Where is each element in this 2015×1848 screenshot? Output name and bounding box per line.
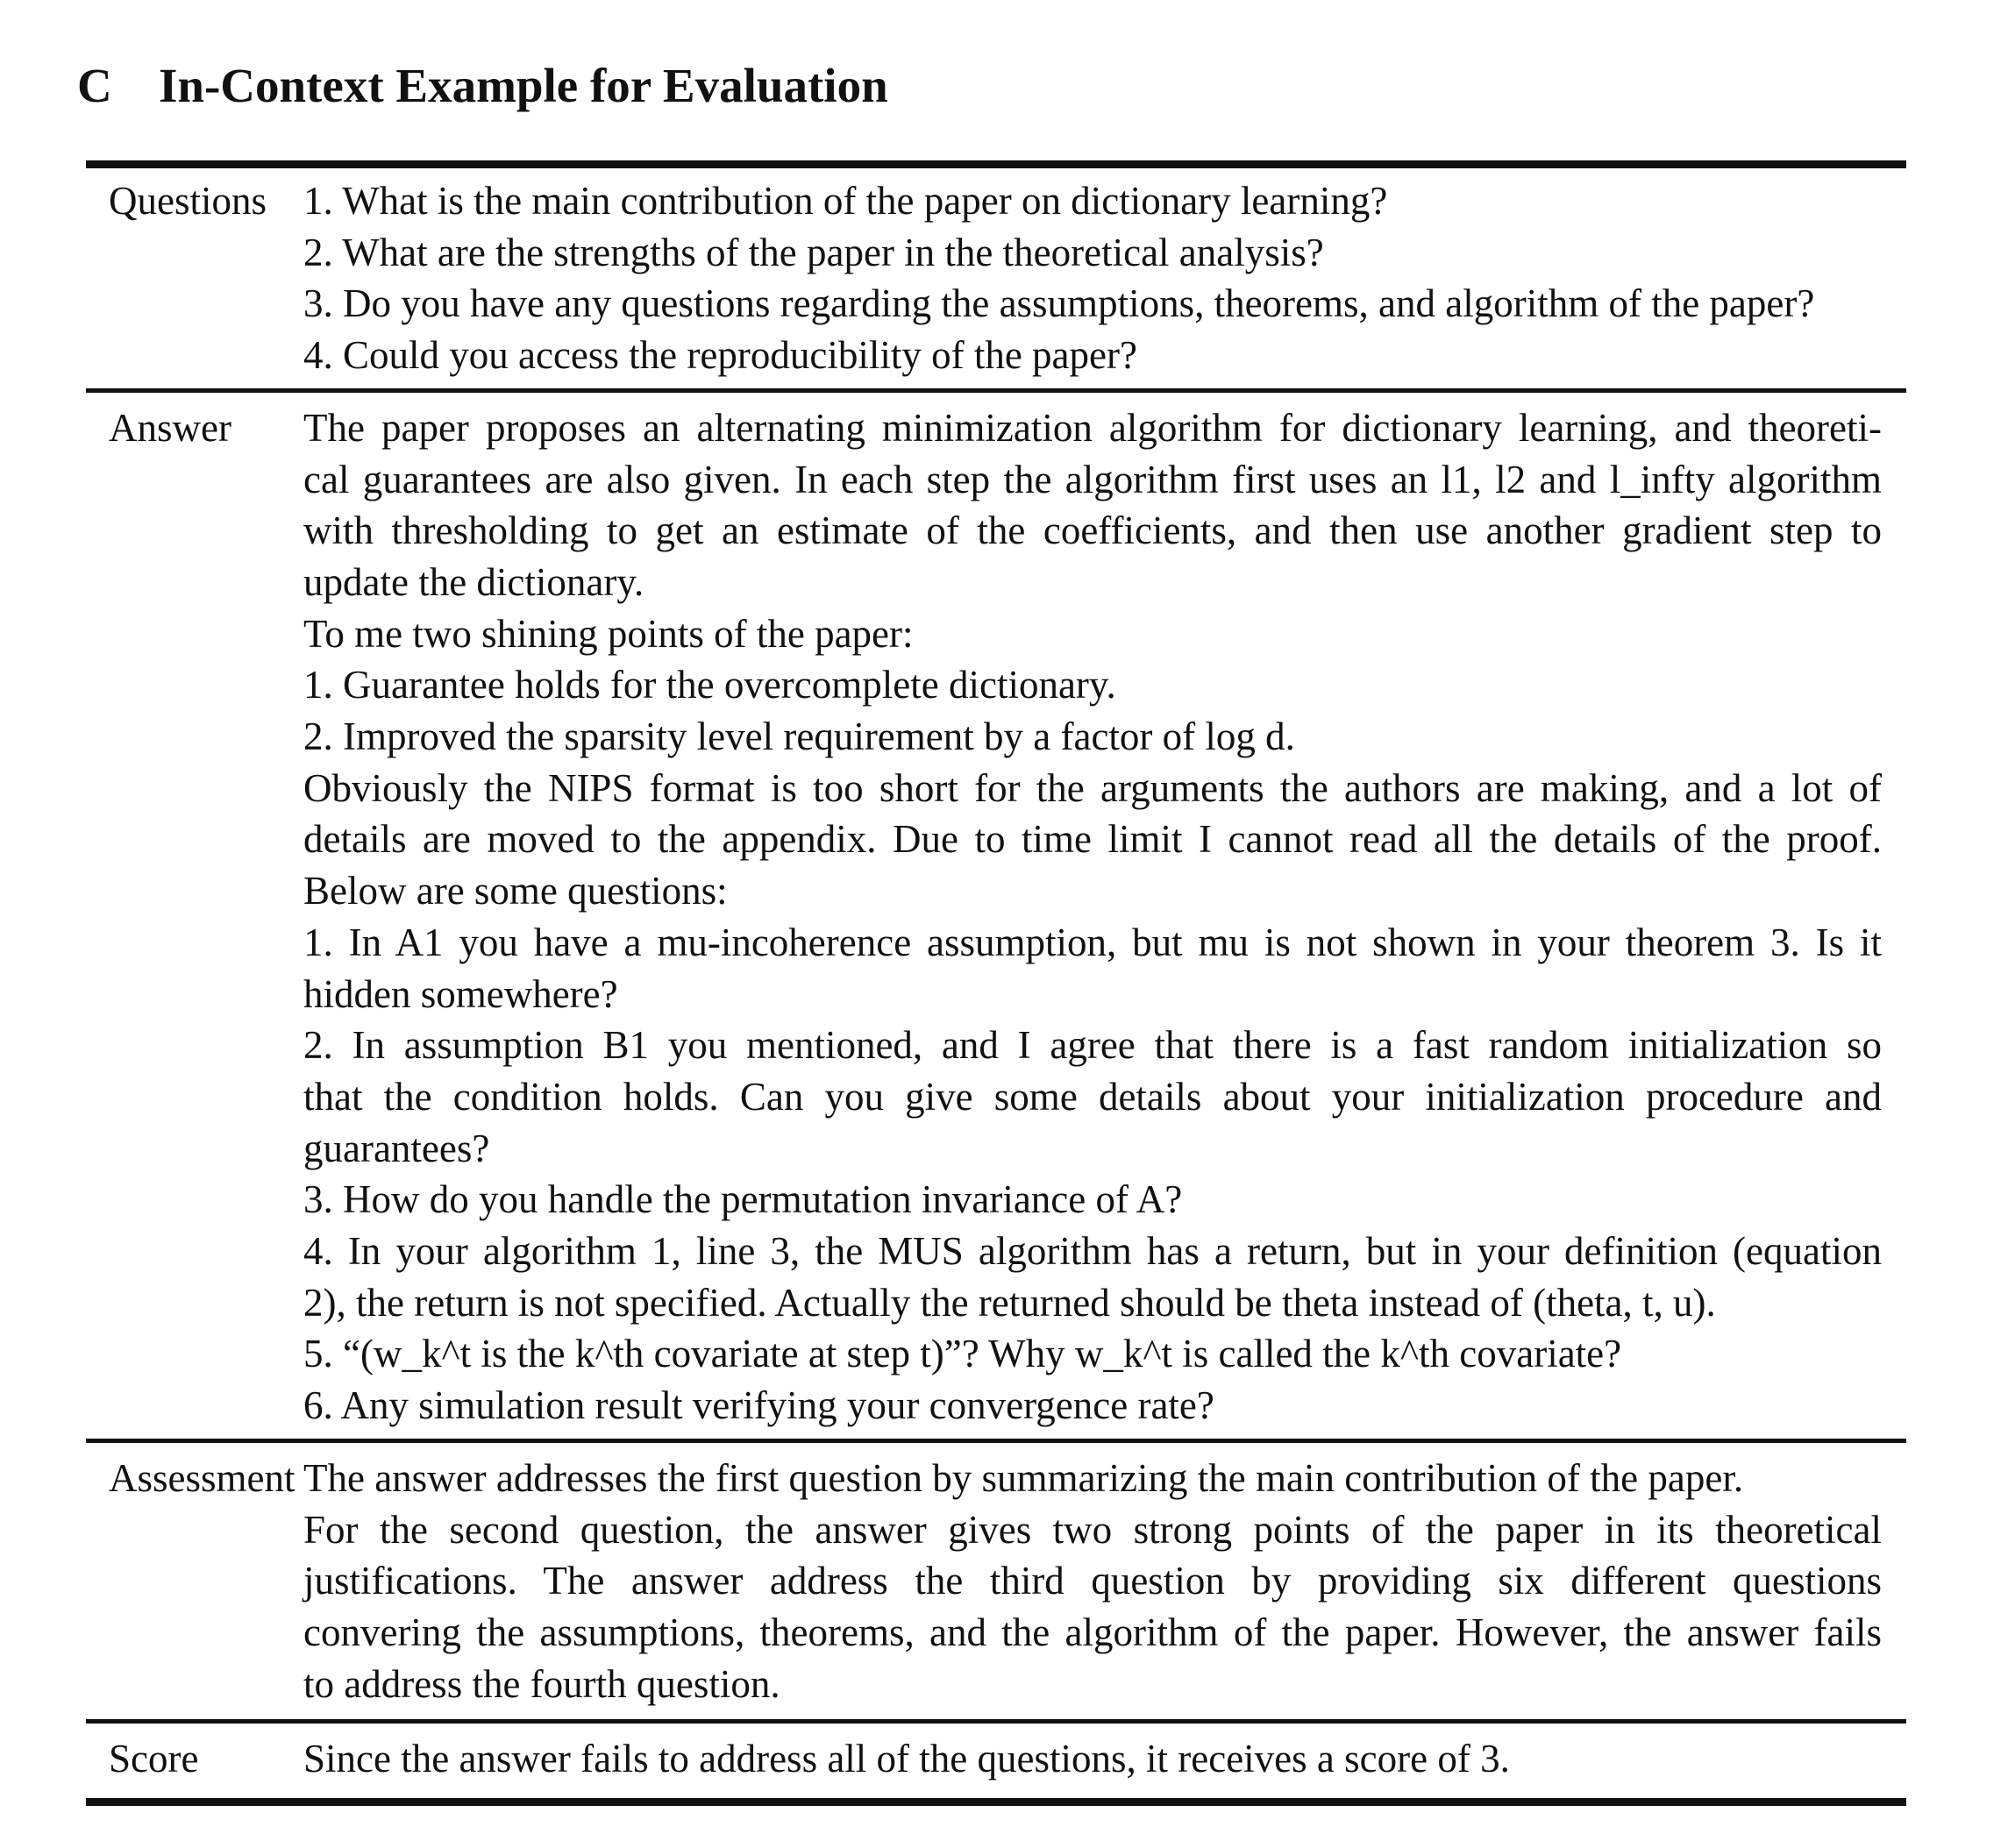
- answer-row: [86, 388, 1906, 1439]
- score-label: Score: [109, 1737, 199, 1781]
- question-line: 4. Could you access the reproducibility of the paper?: [303, 333, 1137, 378]
- assessment-line: justifications. The answer address the third question by providing six different questions: [303, 1559, 1882, 1603]
- assessment-label: Assessment: [109, 1455, 295, 1500]
- answer-line: hidden somewhere?: [303, 971, 618, 1016]
- assessment-body: [303, 1453, 1906, 1710]
- score-row: [86, 1719, 1906, 1798]
- section-title: In-Context Example for Evaluation: [159, 59, 888, 112]
- assessment-line: to address the fourth question.: [303, 1661, 780, 1706]
- answer-line: 6. Any simulation result verifying your convergence rate?: [303, 1383, 1214, 1428]
- score-line: Since the answer fails to address all of the questions, it receives a score of 3.: [303, 1737, 1510, 1781]
- evaluation-example-table: [86, 160, 1906, 1806]
- answer-line: 2), the return is not specified. Actually the returned should be theta instead of (theta, t, u).: [303, 1280, 1716, 1325]
- answer-line: 4. In your algorithm 1, line 3, the MUS algorithm has a return, but in your definition (equation: [303, 1229, 1882, 1274]
- answer-line: guarantees?: [303, 1126, 490, 1170]
- assessment-line: convering the assumptions, theorems, and the algorithm of the paper. However, the answer fails: [303, 1610, 1882, 1654]
- question-line: 1. What is the main contribution of the paper on dictionary learning?: [303, 179, 1388, 223]
- question-line: 2. What are the strengths of the paper in the theoretical analysis?: [303, 230, 1324, 274]
- section-heading: [77, 51, 888, 121]
- answer-line: with thresholding to get an estimate of the coefficients, and then use another gradient step to: [303, 508, 1882, 553]
- question-line: 3. Do you have any questions regarding the assumptions, theorems, and algorithm of the paper?: [303, 281, 1815, 326]
- answer-line: 1. In A1 you have a mu-incoherence assumption, but mu is not shown in your theorem 3. Is it: [303, 920, 1882, 964]
- score-body: [303, 1733, 1906, 1785]
- questions-label: Questions: [109, 179, 267, 223]
- answer-line: Below are some questions:: [303, 869, 728, 913]
- answer-line: 2. In assumption B1 you mentioned, and I agree that there is a fast random initialization so: [303, 1023, 1882, 1068]
- questions-row: [86, 168, 1906, 388]
- answer-line: 1. Guarantee holds for the overcomplete dictionary.: [303, 663, 1116, 707]
- answer-line: 5. “(w_k^t is the k^th covariate at step t)”? Why w_k^t is called the k^th covariate?: [303, 1332, 1622, 1376]
- assessment-line: The answer addresses the first question by summarizing the main contribution of the paper.: [303, 1455, 1744, 1500]
- answer-line: Obviously the NIPS format is too short for the arguments the authors are making, and a lot of: [303, 765, 1882, 810]
- answer-line: To me two shining points of the paper:: [303, 611, 914, 656]
- assessment-row: [86, 1439, 1906, 1720]
- questions-body: [303, 175, 1906, 381]
- answer-line: details are moved to the appendix. Due to time limit I cannot read all the details of the proof.: [303, 817, 1882, 862]
- answer-line: 2. Improved the sparsity level requirement by a factor of log d.: [303, 714, 1295, 759]
- answer-line: cal guarantees are also given. In each step the algorithm first uses an l1, l2 and l_infty algorithm: [303, 457, 1882, 501]
- assessment-line: For the second question, the answer gives two strong points of the paper in its theoretical: [303, 1507, 1882, 1552]
- answer-line: The paper proposes an alternating minimization algorithm for dictionary learning, and theoreti-: [303, 405, 1882, 450]
- answer-line: 3. How do you handle the permutation invariance of A?: [303, 1177, 1183, 1222]
- answer-body: [303, 402, 1906, 1432]
- answer-line: that the condition holds. Can you give some details about your initialization procedure and: [303, 1074, 1882, 1119]
- answer-line: update the dictionary.: [303, 559, 644, 604]
- answer-label: Answer: [109, 405, 231, 450]
- section-number: C: [77, 59, 112, 112]
